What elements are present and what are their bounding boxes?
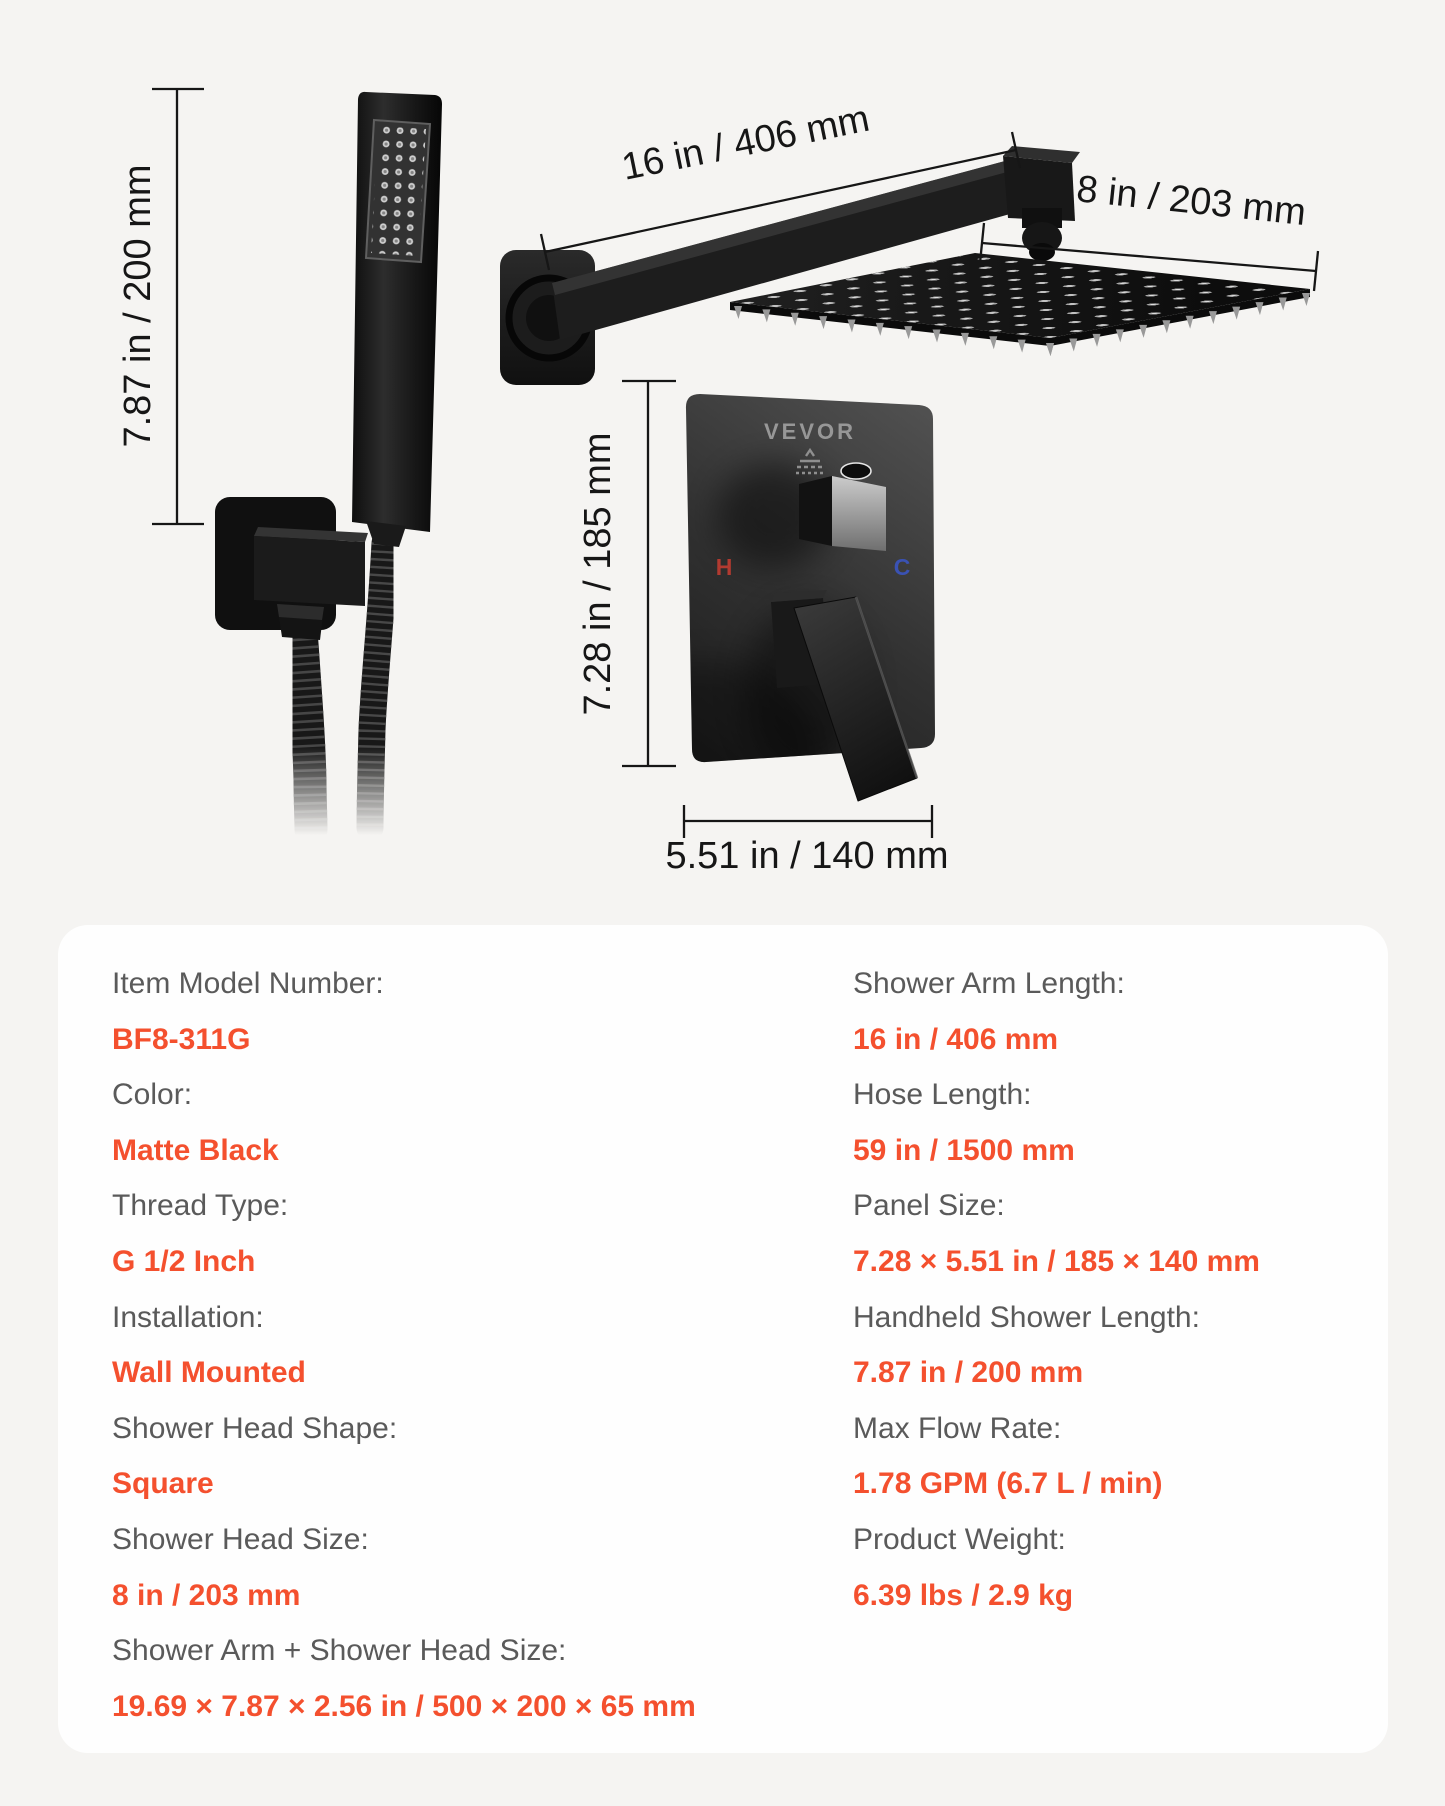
dimension-label-head: 8 in / 203 mm <box>1074 168 1308 234</box>
spec-column-left <box>112 956 696 1734</box>
spec-value: 6.39 lbs / 2.9 kg <box>853 1578 1074 1612</box>
spec-value: 19.69 × 7.87 × 2.56 in / 500 × 200 × 65 mm <box>112 1689 696 1723</box>
spec-value: Square <box>112 1467 214 1501</box>
vevor-logo: VEVOR <box>763 419 857 444</box>
spec-value: Matte Black <box>112 1133 279 1167</box>
spec-label: Shower Head Shape: <box>112 1411 398 1445</box>
spec-label: Installation: <box>112 1300 264 1334</box>
dimension-label-panel-width: 5.51 in / 140 mm <box>665 835 949 877</box>
spec-value: 7.87 in / 200 mm <box>853 1356 1084 1390</box>
dimension-line-handheld <box>152 89 204 524</box>
spec-value: Wall Mounted <box>112 1356 306 1390</box>
dimension-line-panel-width <box>684 805 932 838</box>
spec-label: Shower Arm + Shower Head Size: <box>112 1634 567 1668</box>
spec-label: Shower Arm Length: <box>853 967 1125 1000</box>
spec-label: Panel Size: <box>853 1189 1005 1223</box>
spec-label: Color: <box>112 1078 193 1112</box>
spec-column-right <box>853 956 1260 1623</box>
spec-value: 16 in / 406 mm <box>853 1022 1059 1056</box>
spec-label: Product Weight: <box>853 1522 1066 1556</box>
dimension-label-handheld: 7.87 in / 200 mm <box>117 164 159 448</box>
spec-label: Item Model Number: <box>112 967 384 1000</box>
dimension-label-arm: 16 in / 406 mm <box>618 97 873 189</box>
diverter-knob <box>799 476 832 546</box>
spec-value: BF8-311G <box>112 1022 251 1056</box>
spec-label: Hose Length: <box>853 1078 1032 1112</box>
handheld-shower-image <box>215 92 442 830</box>
dimension-label-panel-height: 7.28 in / 185 mm <box>577 432 619 716</box>
spec-value: 59 in / 1500 mm <box>853 1133 1075 1167</box>
control-panel-image <box>580 394 935 840</box>
hot-indicator: H <box>715 554 733 580</box>
spec-label: Handheld Shower Length: <box>853 1300 1200 1334</box>
spec-value: 7.28 × 5.51 in / 185 × 140 mm <box>853 1244 1260 1278</box>
spec-label: Shower Head Size: <box>112 1522 369 1556</box>
dimension-line-panel-height <box>622 381 676 766</box>
spec-card <box>58 925 1388 1753</box>
cold-indicator: C <box>893 554 911 580</box>
spec-value: G 1/2 Inch <box>112 1244 256 1278</box>
spec-label: Max Flow Rate: <box>853 1411 1062 1445</box>
handheld-holder-arm <box>254 536 365 606</box>
spec-value: 8 in / 203 mm <box>112 1578 301 1612</box>
spec-value: 1.78 GPM (6.7 L / min) <box>853 1467 1163 1501</box>
shower-head-image <box>730 253 1310 356</box>
spec-label: Thread Type: <box>112 1189 289 1223</box>
